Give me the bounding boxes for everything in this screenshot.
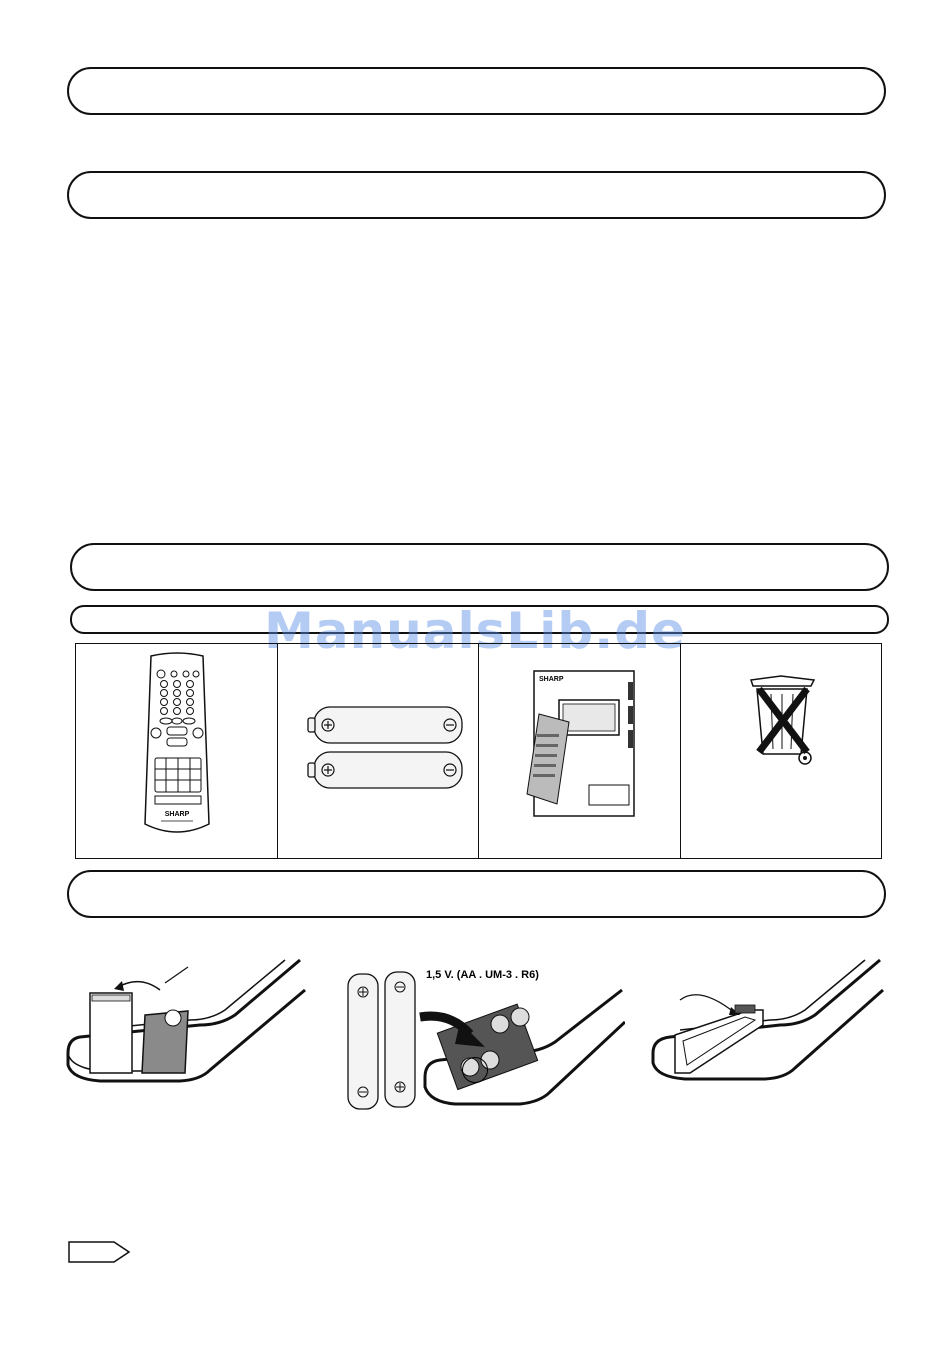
battery-type-label: 1,5 V. (AA . UM-3 . R6) <box>426 969 539 981</box>
accessory-disposal-notice <box>681 644 882 858</box>
accessory-batteries <box>278 644 480 858</box>
open-battery-cover-illustration <box>60 955 310 1120</box>
accessory-operation-manual <box>479 644 681 858</box>
remote-brand: SHARP <box>164 811 190 818</box>
note-arrow-icon <box>68 1241 132 1263</box>
crossed-bin-icon <box>681 644 882 858</box>
section-heading-box-1 <box>67 67 886 115</box>
page-number-circle <box>462 1057 488 1083</box>
manual-icon <box>479 644 681 858</box>
insert-batteries-illustration <box>340 962 625 1122</box>
accessory-remote-control <box>76 644 278 858</box>
batteries-icon <box>278 644 480 858</box>
section-heading-box-4 <box>67 870 886 918</box>
watermark: ManualsLib.de <box>264 602 686 660</box>
close-battery-cover-illustration <box>645 955 885 1105</box>
manual-brand: SHARP <box>539 676 564 683</box>
accessories-grid <box>75 643 882 859</box>
remote-control-icon <box>76 644 277 858</box>
section-heading-box-3 <box>70 543 889 591</box>
section-heading-box-2 <box>67 171 886 219</box>
